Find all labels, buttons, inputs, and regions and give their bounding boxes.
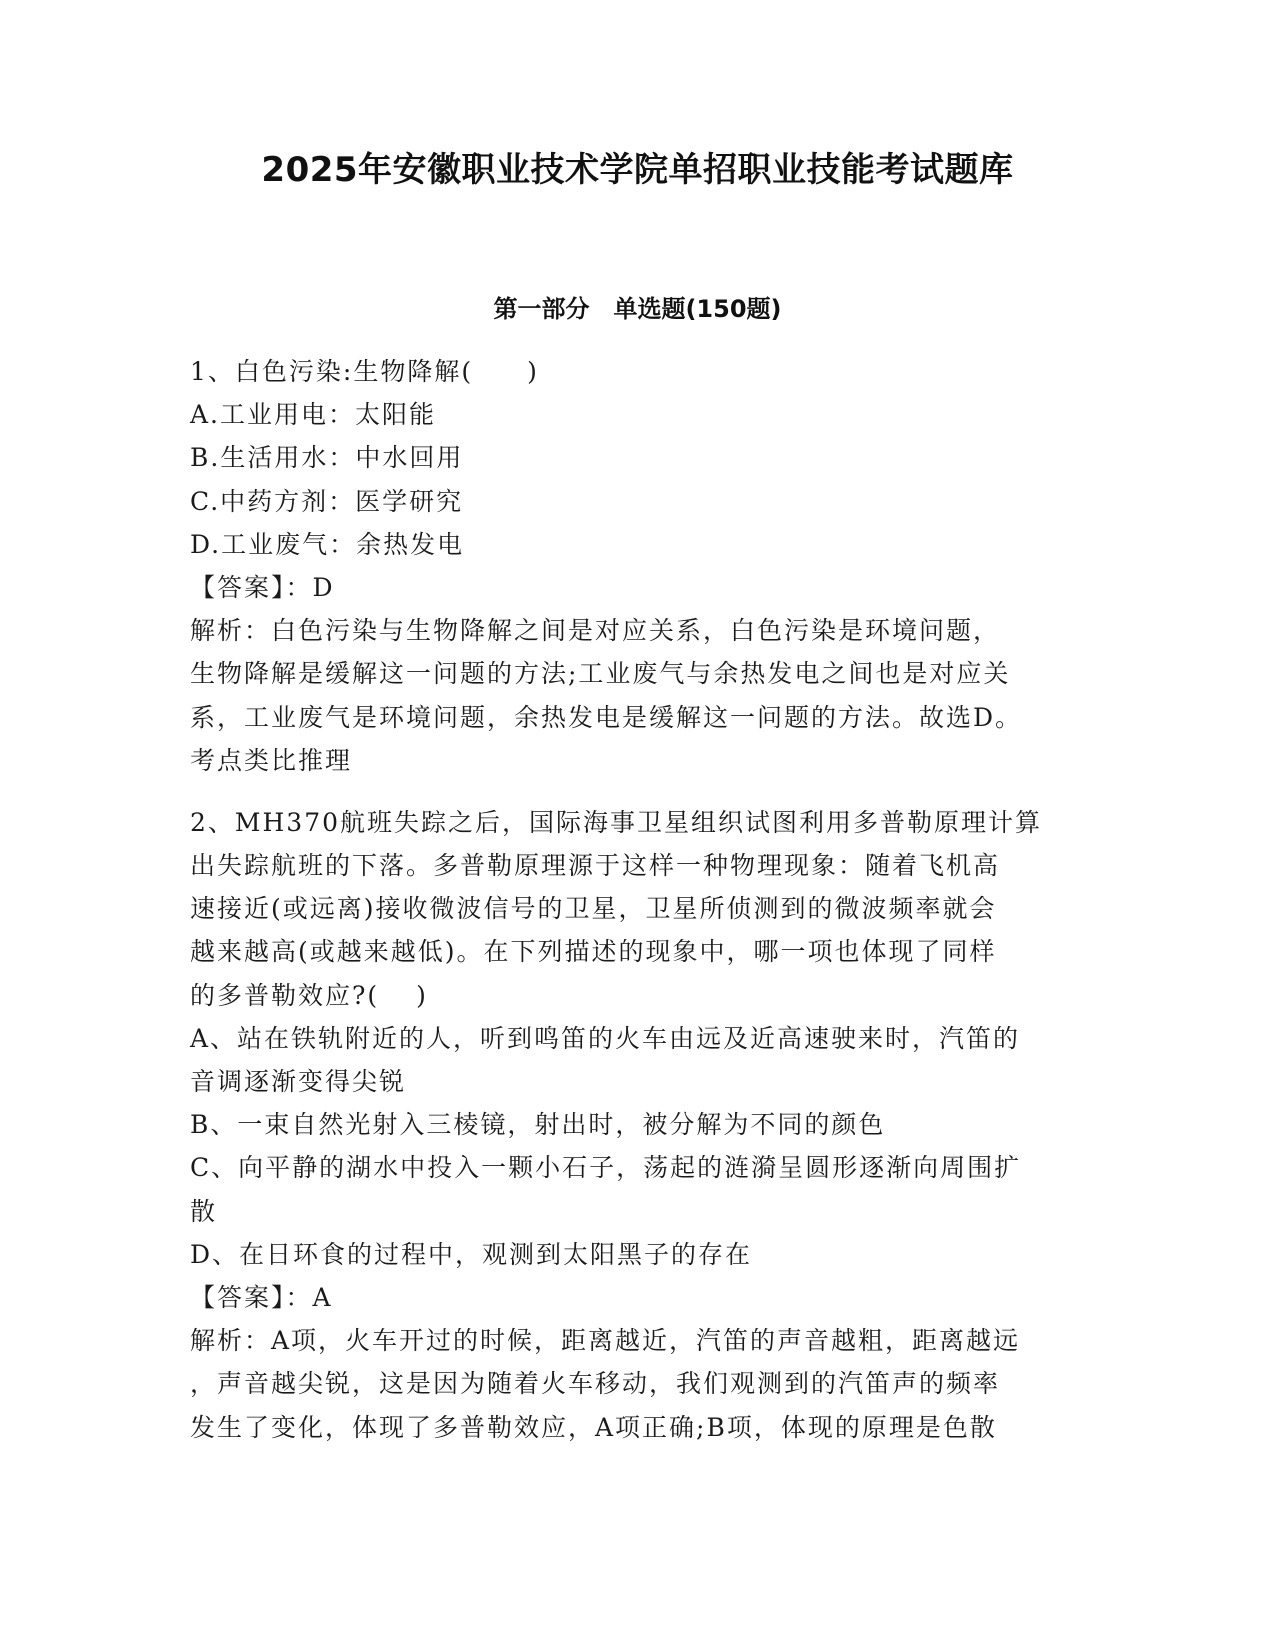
question-stem: 越来越高(或越来越低)。在下列描述的现象中，哪一项也体现了同样 bbox=[190, 937, 997, 967]
explanation-line: 考点类比推理 bbox=[190, 745, 353, 775]
question-stem: 1、白色污染:生物降解( ) bbox=[190, 357, 539, 386]
document-title: 2025年安徽职业技术学院单招职业技能考试题库 bbox=[261, 150, 1014, 190]
option-c: C.中药方剂：医学研究 bbox=[190, 486, 464, 516]
section-title: 第一部分 单选题(150题) bbox=[493, 295, 782, 323]
question-stem: 出失踪航班的下落。多普勒原理源于这样一种物理现象：随着飞机高 bbox=[190, 851, 1001, 881]
answer-line: 【答案】：A bbox=[190, 1282, 333, 1312]
question-spacer bbox=[190, 782, 1090, 801]
explanation-line: 解析：A项，火车开过的时候，距离越近，汽笛的声音越粗，距离越远 bbox=[190, 1326, 1021, 1356]
explanation-line: 解析：白色污染与生物降解之间是对应关系，白色污染是环境问题， bbox=[190, 616, 1001, 646]
question-stem: 的多普勒效应?( ) bbox=[190, 980, 428, 1010]
answer-line: 【答案】：D bbox=[190, 572, 335, 602]
explanation-line: ，声音越尖锐，这是因为随着火车移动，我们观测到的汽笛声的频率 bbox=[190, 1369, 1001, 1399]
option-a: 音调逐渐变得尖锐 bbox=[190, 1067, 407, 1096]
document-body bbox=[190, 350, 1090, 1449]
option-c: C、向平静的湖水中投入一颗小石子，荡起的涟漪呈圆形逐渐向周围扩 bbox=[190, 1153, 1022, 1183]
option-b: B、一束自然光射入三棱镜，射出时，被分解为不同的颜色 bbox=[190, 1110, 886, 1140]
option-d: D.工业废气：余热发电 bbox=[190, 529, 465, 559]
option-c: 散 bbox=[190, 1196, 218, 1226]
option-a: A.工业用电：太阳能 bbox=[190, 400, 437, 430]
option-a: A、站在铁轨附近的人，听到鸣笛的火车由远及近高速驶来时，汽笛的 bbox=[190, 1023, 1021, 1053]
option-b: B.生活用水：中水回用 bbox=[190, 443, 464, 473]
question-block bbox=[190, 350, 1090, 782]
question-block bbox=[190, 801, 1090, 1449]
question-stem: 2、MH370航班失踪之后，国际海事卫星组织试图利用多普勒原理计算 bbox=[190, 807, 1043, 837]
explanation-line: 生物降解是缓解这一问题的方法;工业废气与余热发电之间也是对应关 bbox=[190, 659, 1011, 689]
explanation-line: 系，工业废气是环境问题，余热发电是缓解这一问题的方法。故选D。 bbox=[190, 702, 1023, 732]
question-stem: 速接近(或远离)接收微波信号的卫星，卫星所侦测到的微波频率就会 bbox=[190, 894, 997, 924]
explanation-line: 发生了变化，体现了多普勒效应，A项正确;B项，体现的原理是色散 bbox=[190, 1412, 997, 1442]
option-d: D、在日环食的过程中，观测到太阳黑子的存在 bbox=[190, 1239, 753, 1269]
